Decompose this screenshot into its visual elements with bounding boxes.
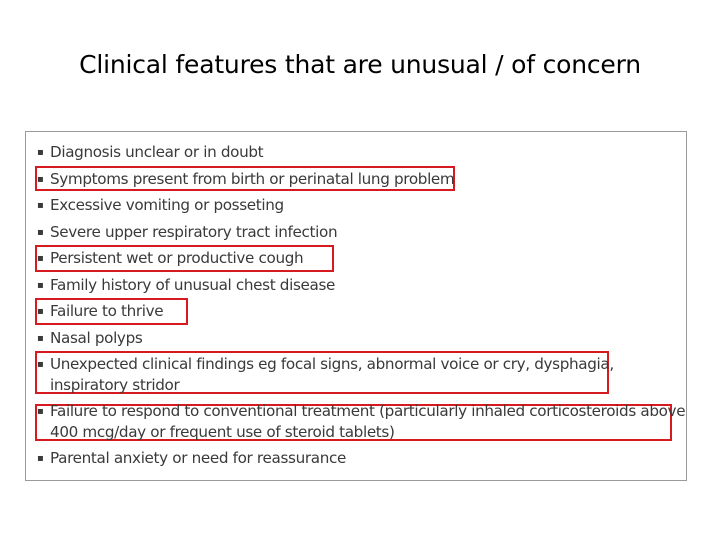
bullet-icon: ▪ xyxy=(37,359,44,370)
bullet-icon: ▪ xyxy=(37,147,44,158)
list-item-text: Family history of unusual chest disease xyxy=(50,276,336,294)
bullet-icon: ▪ xyxy=(37,453,44,464)
list-item-text: Parental anxiety or need for reassurance xyxy=(50,449,346,467)
bullet-icon: ▪ xyxy=(37,406,44,417)
list-item-text: Diagnosis unclear or in doubt xyxy=(50,143,264,161)
bullet-icon: ▪ xyxy=(37,174,44,185)
bullet-icon: ▪ xyxy=(37,253,44,264)
list-item-text: Severe upper respiratory tract infection xyxy=(50,223,338,241)
list-item-text: inspiratory stridor xyxy=(50,376,180,394)
list-item-text: Symptoms present from birth or perinatal lung problem xyxy=(50,170,455,188)
list-item-text: Unexpected clinical findings eg focal signs, abnormal voice or cry, dysphagia, xyxy=(50,355,614,373)
list-item-text: 400 mcg/day or frequent use of steroid tablets) xyxy=(50,423,395,441)
bullet-icon: ▪ xyxy=(37,280,44,291)
page-title: Clinical features that are unusual / of concern xyxy=(79,50,641,79)
list-item-text: Failure to thrive xyxy=(50,302,164,320)
bullet-icon: ▪ xyxy=(37,306,44,317)
criteria-list-panel xyxy=(25,131,687,481)
list-item-text: Failure to respond to conventional treatment (particularly inhaled corticosteroids above xyxy=(50,402,686,420)
list-item-text: Excessive vomiting or posseting xyxy=(50,196,284,214)
bullet-icon: ▪ xyxy=(37,227,44,238)
list-item-text: Persistent wet or productive cough xyxy=(50,249,304,267)
list-item-text: Nasal polyps xyxy=(50,329,143,347)
bullet-icon: ▪ xyxy=(37,333,44,344)
bullet-icon: ▪ xyxy=(37,200,44,211)
